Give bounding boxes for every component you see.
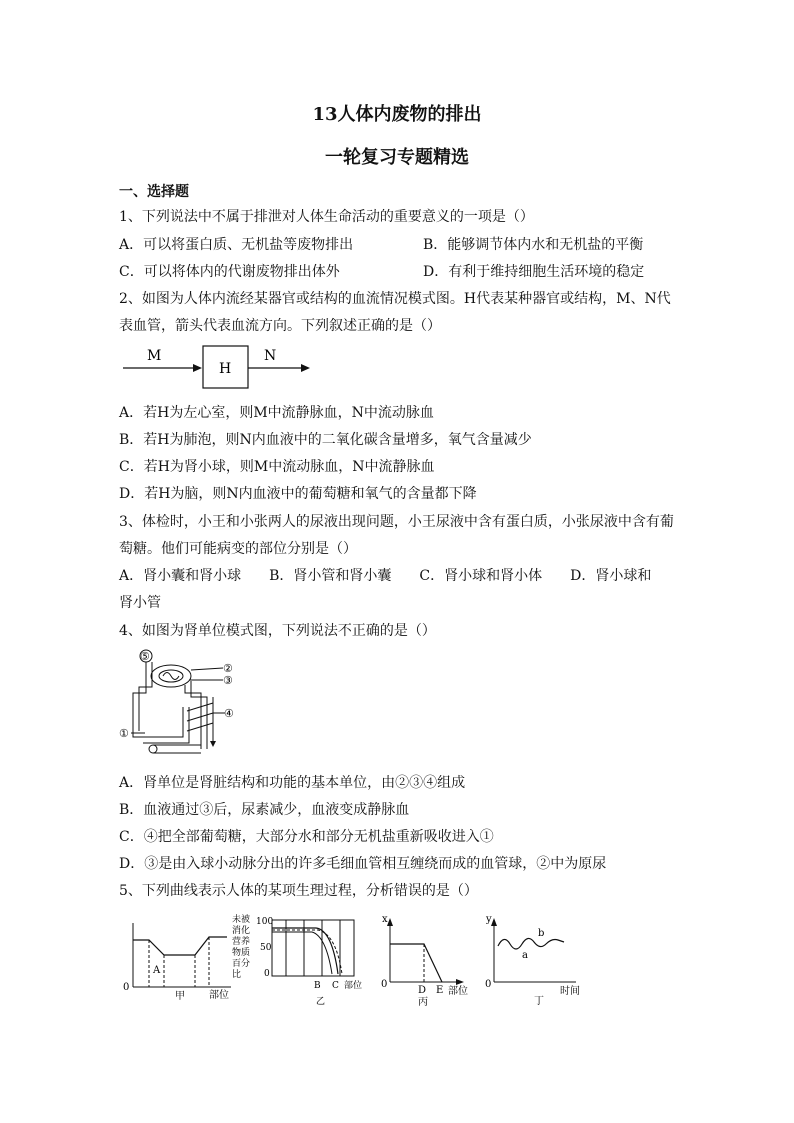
- q2-stem-line1: 2、如图为人体内流经某器官或结构的血流情况模式图。H代表某种器官或结构，M、N代: [119, 291, 671, 307]
- q3-stem-line2: 萄糖。他们可能病变的部位分别是（）: [119, 541, 357, 557]
- section-heading: 一、选择题: [119, 184, 189, 200]
- ding-zero: 0: [485, 979, 492, 990]
- q5-graph-yi: [232, 912, 377, 1012]
- q1-option-b: B．能够调节体内水和无机盐的平衡: [423, 237, 644, 253]
- ding-b-label: b: [538, 928, 545, 939]
- bing-y-axis-label: x: [382, 914, 388, 925]
- yi-ylabel-6: 比: [232, 970, 242, 980]
- q3-options-wrap: 肾小管: [119, 595, 161, 611]
- q2-option-d: D．若H为脑，则N内血液中的葡萄糖和氧气的含量都下降: [119, 486, 477, 502]
- q4-option-c: C．④把全部葡萄糖，大部分水和部分无机盐重新吸收进入①: [119, 829, 494, 845]
- bing-d-label: D: [418, 985, 427, 996]
- q3-options: A．肾小囊和肾小球 B．肾小管和肾小囊 C．肾小球和肾小体 D．肾小球和: [119, 568, 652, 584]
- q2-option-b: B．若H为肺泡，则N内血液中的二氧化碳含量增多，氧气含量减少: [119, 432, 532, 448]
- q5-graph-jia: [119, 915, 234, 1005]
- vessel-m-label: M: [147, 348, 162, 364]
- yi-ylabel-1: 未被: [232, 915, 251, 925]
- ding-name: 丁: [534, 996, 544, 1007]
- bing-name: 丙: [418, 997, 428, 1007]
- label-1: ①: [119, 727, 129, 740]
- q1-option-c: C．可以将体内的代谢废物排出体外: [119, 264, 340, 280]
- yi-c-label: C: [332, 981, 339, 991]
- jia-zero: 0: [123, 982, 130, 993]
- yi-xlabel: 部位: [344, 981, 363, 991]
- document-subtitle: 一轮复习专题精选: [325, 147, 469, 168]
- bing-zero: 0: [381, 979, 388, 990]
- yi-b-label: B: [314, 981, 321, 991]
- q3-stem-line1: 3、体检时，小王和小张两人的尿液出现问题，小王尿液中含有蛋白质，小张尿液中含有葡: [119, 514, 674, 530]
- q4-nephron-figure: [119, 645, 249, 760]
- q5-graph-bing: [380, 912, 470, 1007]
- jia-name: 甲: [175, 991, 185, 1002]
- bing-xlabel: 部位: [448, 986, 468, 997]
- label-4: ④: [224, 707, 234, 720]
- q4-stem: 4、如图为肾单位模式图，下列说法不正确的是（）: [119, 623, 436, 639]
- q4-option-b: B．血液通过③后，尿素减少，血液变成静脉血: [119, 802, 410, 818]
- q2-option-c: C．若H为肾小球，则M中流动脉血，N中流静脉血: [119, 459, 435, 475]
- document-title: 13人体内废物的排出: [312, 104, 482, 125]
- jia-xlabel: 部位: [209, 990, 229, 1001]
- bing-e-label: E: [436, 985, 444, 996]
- ding-y-axis-label: y: [486, 914, 492, 925]
- q1-option-d: D．有利于维持细胞生活环境的稳定: [423, 264, 645, 280]
- q5-graph-ding: [484, 912, 584, 1012]
- yi-tick-50: 50: [260, 943, 272, 953]
- yi-tick-100: 100: [256, 917, 274, 927]
- yi-ylabel-5: 百分: [232, 959, 251, 969]
- label-5: ⑤: [140, 650, 150, 663]
- q1-stem: 1、下列说法中不属于排泄对人体生命活动的重要意义的一项是（）: [119, 209, 534, 225]
- jia-a-label: A: [153, 965, 161, 976]
- label-3: ③: [223, 674, 233, 687]
- q2-stem-line2: 表血管，箭头代表血流方向。下列叙述正确的是（）: [119, 318, 441, 334]
- yi-ylabel-4: 物质: [232, 948, 251, 958]
- q1-option-a: A．可以将蛋白质、无机盐等废物排出: [119, 237, 354, 253]
- q5-stem: 5、下列曲线表示人体的某项生理过程，分析错误的是（）: [119, 883, 478, 899]
- yi-ylabel-2: 消化: [232, 926, 251, 936]
- ding-xlabel: 时间: [560, 986, 580, 997]
- yi-ylabel-3: 营养: [232, 937, 251, 947]
- label-2: ②: [223, 662, 233, 675]
- q2-blood-flow-figure: [119, 340, 319, 390]
- q2-option-a: A．若H为左心室，则M中流静脉血，N中流动脉血: [119, 405, 434, 421]
- vessel-n-label: N: [264, 348, 277, 364]
- yi-name: 乙: [316, 997, 326, 1007]
- q4-option-a: A．肾单位是肾脏结构和功能的基本单位，由②③④组成: [119, 775, 466, 791]
- yi-tick-0: 0: [264, 969, 270, 979]
- organ-h-label: H: [219, 361, 232, 377]
- ding-a-label: a: [522, 950, 528, 961]
- q4-option-d: D．③是由入球小动脉分出的许多毛细血管相互缠绕而成的血管球，②中为原尿: [119, 856, 607, 872]
